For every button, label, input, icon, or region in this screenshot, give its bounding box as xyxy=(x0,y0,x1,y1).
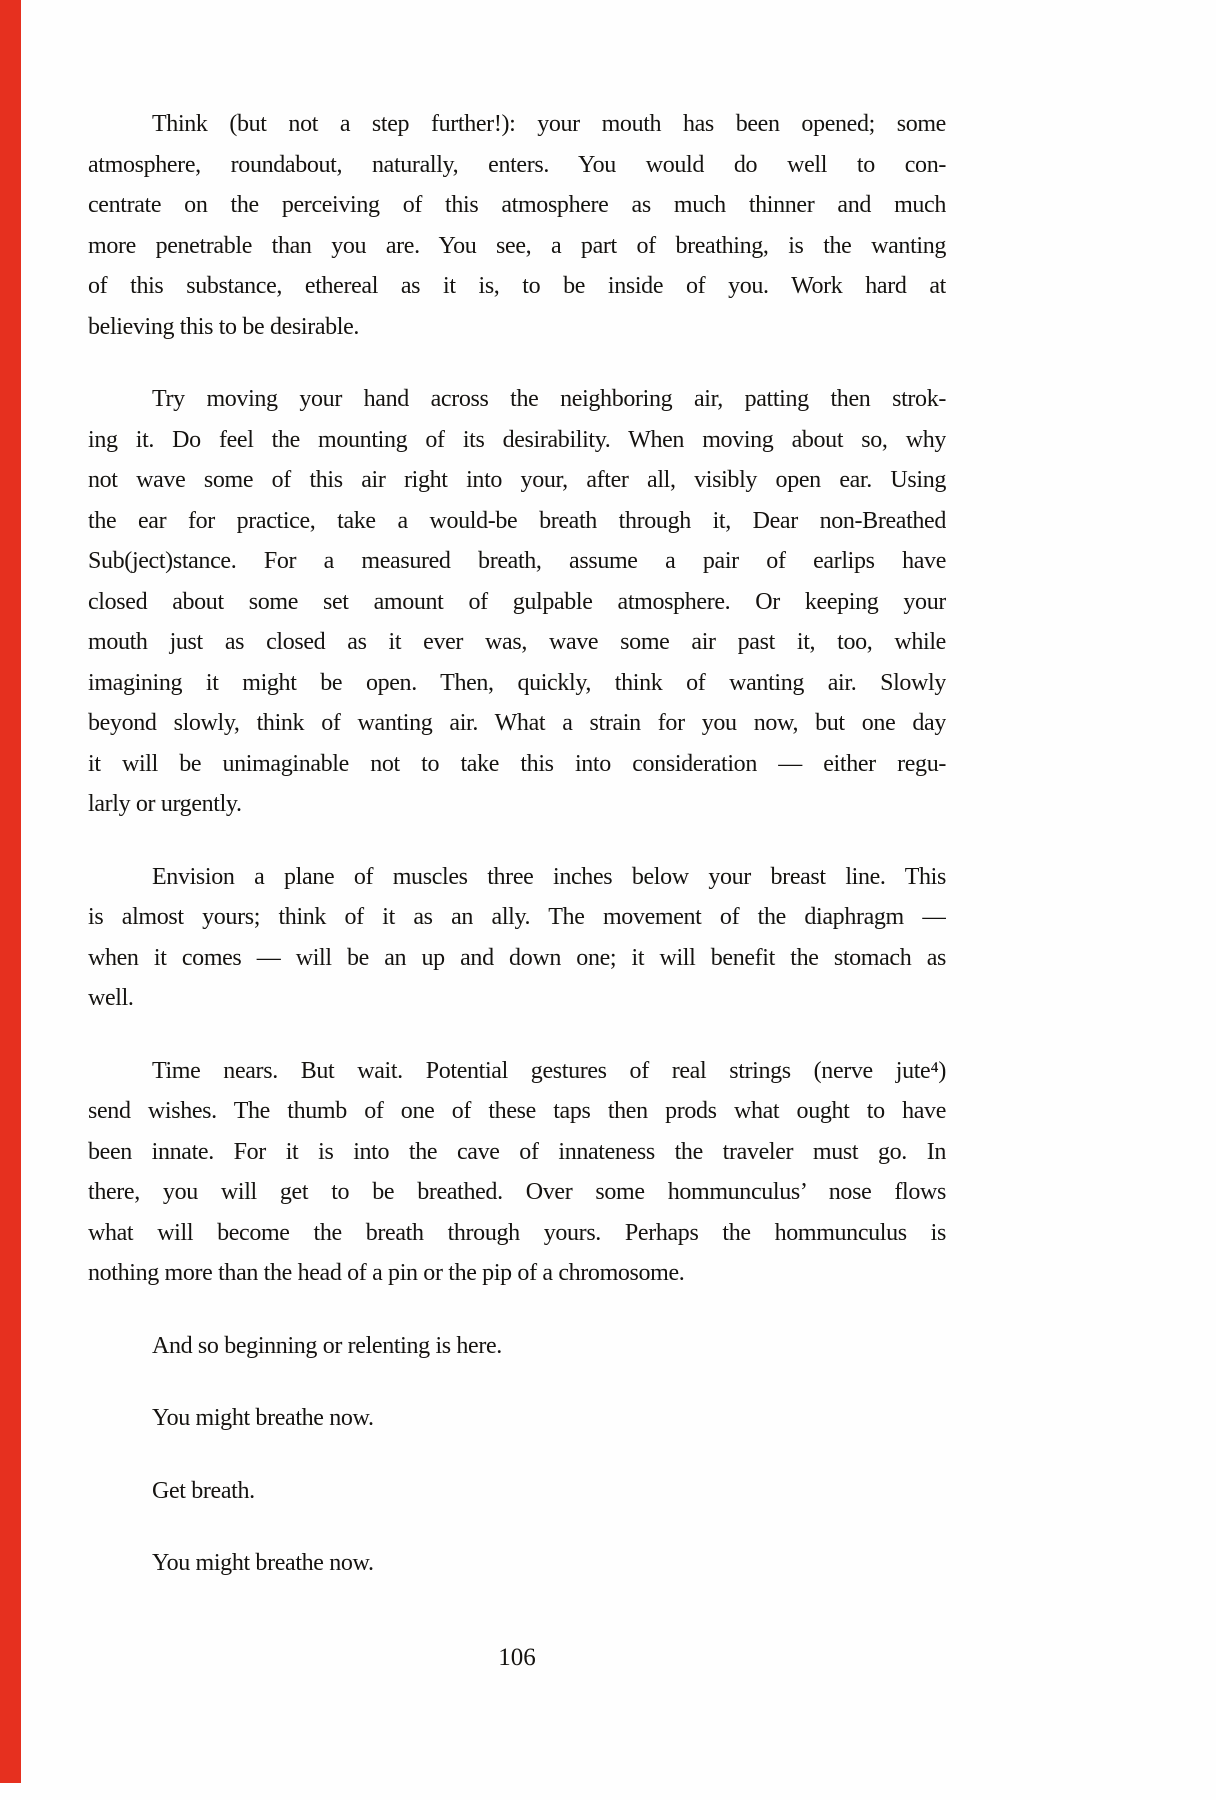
text-line: You might breathe now. xyxy=(152,1405,374,1431)
text-line: You might breathe now. xyxy=(152,1550,374,1576)
text-line: been innate. For it is into the cave of innateness the traveler must go. In xyxy=(88,1138,946,1165)
text-line: well. xyxy=(88,985,134,1011)
text-line: closed about some set amount of gulpable atmosphere. Or keeping your xyxy=(88,588,946,615)
paragraph xyxy=(88,379,946,825)
text-line: Think (but not a step further!): your mouth has been opened; some xyxy=(152,111,946,137)
text-line: more penetrable than you are. You see, a part of breathing, is the wanting xyxy=(88,232,946,259)
text-line: larly or urgently. xyxy=(88,791,242,817)
text-line: nothing more than the head of a pin or the pip of a chromosome. xyxy=(88,1260,685,1286)
paragraph xyxy=(88,104,946,347)
page-number: 106 xyxy=(498,1644,536,1671)
paragraph xyxy=(88,1543,946,1584)
text-line: it will be unimaginable not to take this into consideration — either regu- xyxy=(88,750,946,777)
text-line: what will become the breath through yours. Perhaps the hommunculus is xyxy=(88,1219,946,1246)
text-line: of this substance, ethereal as it is, to be inside of you. Work hard at xyxy=(88,273,946,299)
text-line: the ear for practice, take a would-be breath through it, Dear non-Breathed xyxy=(88,507,946,534)
text-line: imagining it might be open. Then, quickly, think of wanting air. Slowly xyxy=(88,669,946,696)
text-line: centrate on the perceiving of this atmosphere as much thinner and much xyxy=(88,192,946,218)
text-line: is almost yours; think of it as an ally. The movement of the diaphragm — xyxy=(88,904,946,930)
text-line: not wave some of this air right into your, after all, visibly open ear. Using xyxy=(88,467,946,493)
text-line: send wishes. The thumb of one of these taps then prods what ought to have xyxy=(88,1098,946,1124)
paragraph xyxy=(88,1326,946,1367)
book-spine-edge xyxy=(0,0,21,1783)
text-line: mouth just as closed as it ever was, wave some air past it, too, while xyxy=(88,629,946,655)
text-line: beyond slowly, think of wanting air. What a strain for you now, but one day xyxy=(88,710,946,736)
text-line: Time nears. But wait. Potential gestures of real strings (nerve jute⁴) xyxy=(152,1057,946,1084)
paragraph xyxy=(88,1471,946,1512)
text-block xyxy=(88,104,946,1584)
paragraph xyxy=(88,1398,946,1439)
text-line: Envision a plane of muscles three inches below your breast line. This xyxy=(152,863,946,890)
text-line: ing it. Do feel the mounting of its desirability. When moving about so, why xyxy=(88,426,946,453)
text-line: when it comes — will be an up and down one; it will benefit the stomach as xyxy=(88,944,946,971)
text-line: Get breath. xyxy=(152,1477,255,1504)
paragraph xyxy=(88,857,946,1019)
text-line: there, you will get to be breathed. Over some hommunculus’ nose flows xyxy=(88,1179,946,1205)
text-line: atmosphere, roundabout, naturally, enters. You would do well to con- xyxy=(88,151,946,178)
text-line: Try moving your hand across the neighboring air, patting then strok- xyxy=(152,386,946,412)
text-line: Sub(ject)stance. For a measured breath, assume a pair of earlips have xyxy=(88,548,946,574)
text-line: believing this to be desirable. xyxy=(88,313,360,340)
paragraph xyxy=(88,1051,946,1294)
text-line: And so beginning or relenting is here. xyxy=(152,1332,502,1359)
